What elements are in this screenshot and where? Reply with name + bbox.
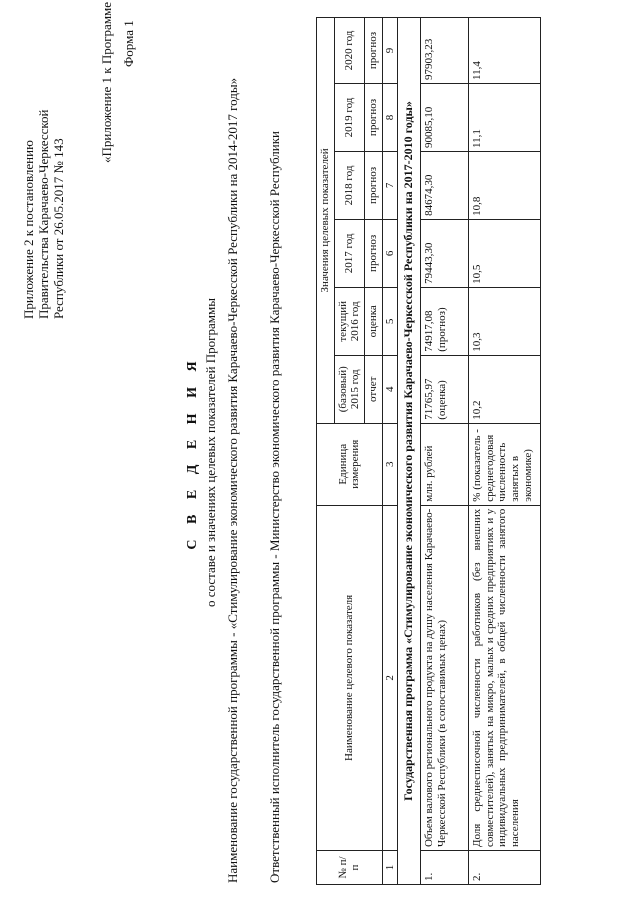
header-indicator-name: Наименование целевого показателя bbox=[317, 505, 383, 850]
row-indicator-name: Объем валового регионального продукта на душу населения Карачаево-Черкесской Республики (в сопоставимых ценах) bbox=[421, 505, 469, 850]
table-row bbox=[469, 18, 541, 885]
subheader-2016: оценка bbox=[364, 287, 382, 355]
form-label: Форма 1 bbox=[121, 20, 136, 67]
row-value-2020: 97903,23 bbox=[421, 18, 469, 84]
column-number: 6 bbox=[382, 219, 398, 287]
header-2015: (базовый) 2015 год bbox=[334, 355, 364, 423]
column-number: 8 bbox=[382, 84, 398, 152]
column-number-row bbox=[382, 18, 398, 885]
row-value-2018: 10,8 bbox=[469, 151, 541, 219]
program-name: Наименование государственной программы - «Стимулирование экономического развития Карачаево-Черкесской Республики на 2014-2017 годы» bbox=[225, 77, 240, 883]
row-value-2020: 11,4 bbox=[469, 18, 541, 84]
column-number: 4 bbox=[382, 355, 398, 423]
row-value-2015: 10,2 bbox=[469, 355, 541, 423]
row-unit: млн. рублей bbox=[421, 423, 469, 505]
row-value-2016: 10,3 bbox=[469, 287, 541, 355]
column-number: 9 bbox=[382, 18, 398, 84]
row-no: 2. bbox=[469, 851, 541, 885]
table-row bbox=[421, 18, 469, 885]
document-title: С В Е Д Е Н И Я bbox=[185, 355, 200, 550]
row-value-2016: 74917,08 (прогноз) bbox=[421, 287, 469, 355]
subheader-2018: прогноз bbox=[364, 151, 382, 219]
subheader-2019: прогноз bbox=[364, 84, 382, 152]
row-value-2017: 10,5 bbox=[469, 219, 541, 287]
section-program-title: Государственная программа «Стимулирование экономического развития Карачаево-Черкесской Республики на 2017-2010 годы» bbox=[398, 18, 421, 885]
header-2017: 2017 год bbox=[334, 219, 364, 287]
column-number: 1 bbox=[382, 851, 398, 885]
header-2020: 2020 год bbox=[334, 18, 364, 84]
row-value-2018: 84674,30 bbox=[421, 151, 469, 219]
decree-line-3: Республики от 26.05.2017 № 143 bbox=[50, 138, 66, 319]
column-number: 2 bbox=[382, 505, 398, 850]
subheader-2020: прогноз bbox=[364, 18, 382, 84]
document-subtitle: о составе и значениях целевых показателей Программы bbox=[203, 298, 218, 607]
decree-line-1: Приложение 2 к постановлению bbox=[21, 140, 36, 319]
header-unit: Единица измерения bbox=[317, 423, 383, 505]
responsible-executor: Ответственный исполнитель государственной программы - Министерство экономического развития Карачаево-Черкесской Республики bbox=[267, 130, 282, 883]
subheader-2015: отчет bbox=[364, 355, 382, 423]
row-value-2017: 79443,30 bbox=[421, 219, 469, 287]
row-value-2019: 90085,10 bbox=[421, 84, 469, 152]
indicators-table bbox=[316, 17, 541, 885]
subheader-2017: прогноз bbox=[364, 219, 382, 287]
column-number: 3 bbox=[382, 423, 398, 505]
appendix-reference: «Приложение 1 к Программе bbox=[99, 1, 114, 163]
row-unit: % (показатель - среднегодовая численность занятых в экономике) bbox=[469, 423, 541, 505]
header-no: № п/п bbox=[317, 851, 383, 885]
row-value-2019: 11,1 bbox=[469, 84, 541, 152]
row-value-2015: 71765,97 (оценка) bbox=[421, 355, 469, 423]
decree-line-2: Правительства Карачаево-Черкесской bbox=[35, 109, 51, 319]
row-no: 1. bbox=[421, 851, 469, 885]
decree-reference bbox=[22, 19, 67, 319]
column-number: 7 bbox=[382, 151, 398, 219]
row-indicator-name: Доля среднесписочной численности работников (без внешних совместителей), занятых на микро, малых и средних предприятиях и у индивидуальных предпринимателей, в общей численности занятого населения bbox=[469, 505, 541, 850]
header-2016: текущий 2016 год bbox=[334, 287, 364, 355]
header-2018: 2018 год bbox=[334, 151, 364, 219]
header-2019: 2019 год bbox=[334, 84, 364, 152]
header-values: Значения целевых показателей bbox=[317, 18, 335, 424]
column-number: 5 bbox=[382, 287, 398, 355]
